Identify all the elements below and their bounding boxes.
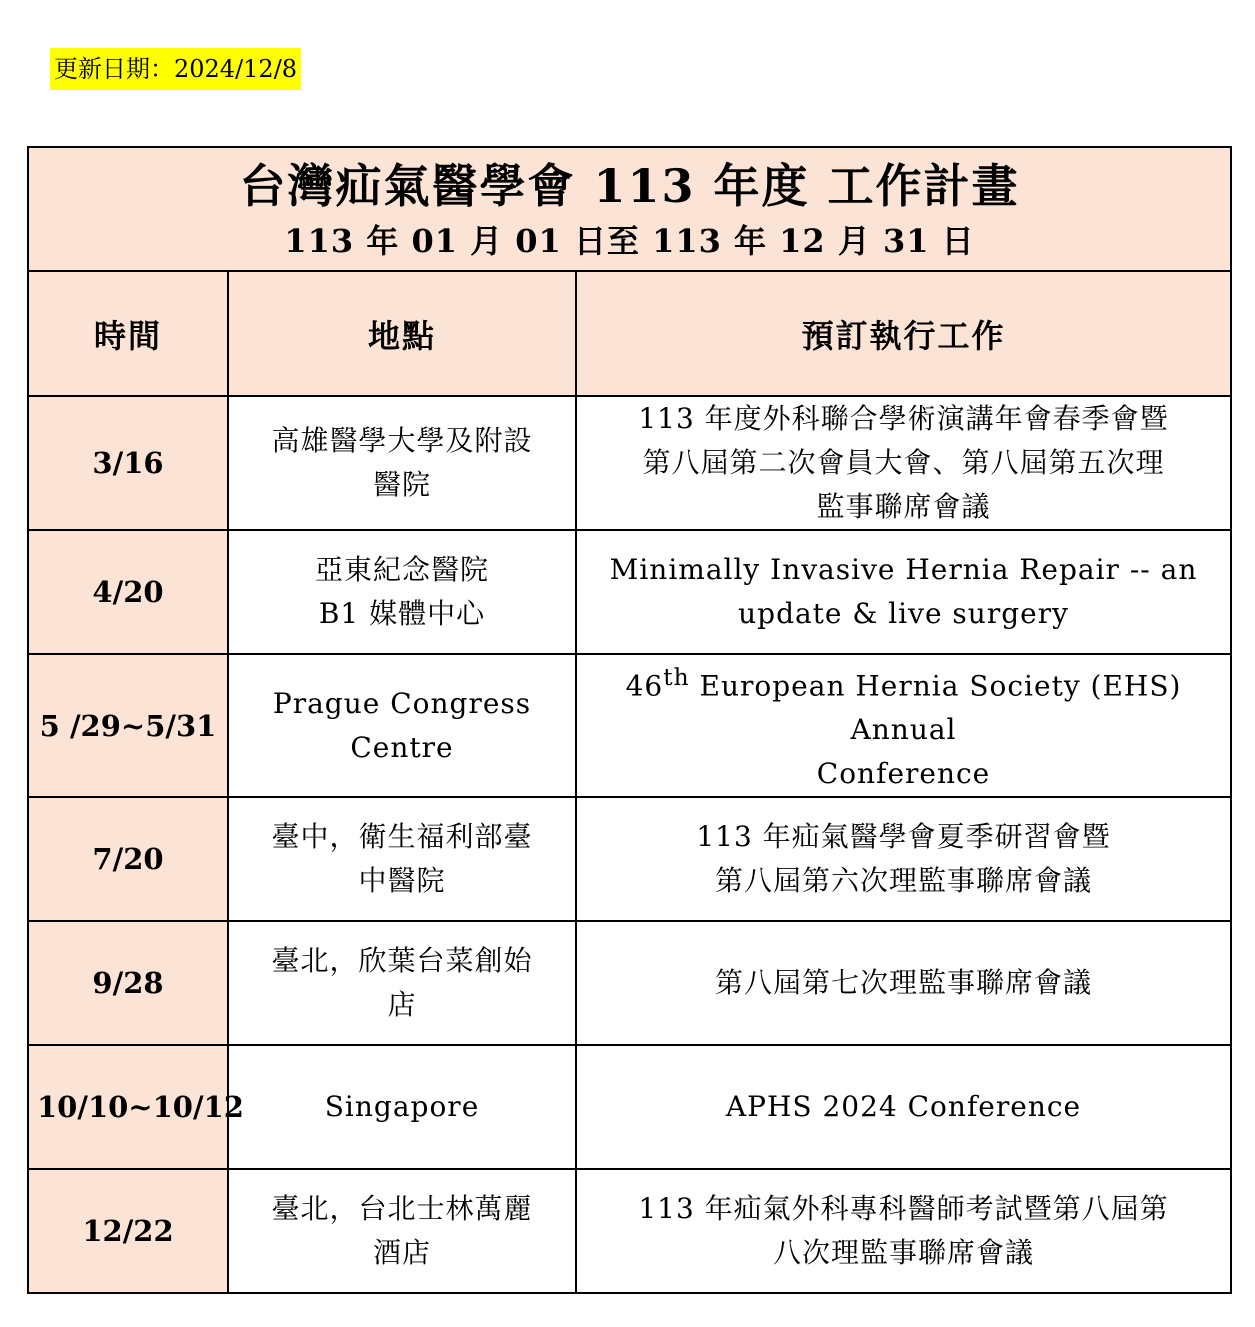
row-work [576,1169,1231,1293]
place-line: Prague Congress [272,686,532,720]
title-row [28,147,1231,271]
table-row [28,1169,1231,1293]
row-work [576,654,1231,797]
header-row [28,271,1231,396]
table-row [28,396,1231,530]
header-work: 預訂執行工作 [576,271,1231,396]
place-line: 醫院 [372,468,431,501]
event-name: European Hernia Society (EHS) Annual [689,669,1182,747]
row-time: 7/20 [28,797,228,921]
work-line: update & live surgery [738,597,1069,630]
work-line: APHS 2024 Conference [725,1090,1082,1124]
row-time: 4/20 [28,530,228,654]
place-line: 高雄醫學大學及附設 [271,424,533,457]
work-line [585,655,1222,752]
title-cell [28,147,1231,271]
work-line: 113 年疝氣醫學會夏季研習會暨 [696,820,1111,854]
row-work [576,1045,1231,1169]
row-work [576,921,1231,1045]
row-time: 3/16 [28,396,228,530]
row-place [228,921,576,1045]
update-date-badge [50,48,301,90]
work-line: 第八屆第七次理監事聯席會議 [715,966,1093,1000]
row-place [228,797,576,921]
row-place [228,654,576,797]
header-time: 時間 [28,271,228,396]
row-work [576,396,1231,530]
work-line: Minimally Invasive Hernia Repair -- an [609,553,1198,586]
row-time: 9/28 [28,921,228,1045]
row-place [228,1169,576,1293]
place-line: Singapore [324,1090,480,1124]
place-line: 臺北，台北士林萬麗 [271,1192,533,1226]
table-row [28,797,1231,921]
work-line: 113 年度外科聯合學術演講年會春季會暨 [638,402,1169,435]
work-plan-table [27,146,1232,1294]
work-line: 第八屆第六次理監事聯席會議 [715,864,1093,898]
row-work [576,797,1231,921]
header-place: 地點 [228,271,576,396]
page-title: 台灣疝氣醫學會 113 年度 工作計畫 [239,159,1020,213]
work-line: Conference [816,757,991,791]
place-line: 店 [387,988,417,1022]
table-row [28,921,1231,1045]
table-row [28,654,1231,797]
row-time: 10/10~10/12 [28,1045,228,1169]
row-work [576,530,1231,654]
ordinal-suffix: th [663,663,690,691]
date-range-subtitle: 113 年 01 月 01 日至 113 年 12 月 31 日 [284,222,975,260]
row-place [228,1045,576,1169]
update-date-value: 2024/12/8 [174,55,298,83]
place-line: 臺北，欣葉台菜創始 [271,944,533,978]
row-place [228,530,576,654]
edition-number: 46 [625,669,664,703]
place-line: B1 媒體中心 [318,597,486,630]
work-line: 八次理監事聯席會議 [773,1236,1035,1270]
table-row [28,530,1231,654]
work-line: 113 年疝氣外科專科醫師考試暨第八屆第 [638,1192,1169,1226]
place-line: Centre [350,730,454,764]
row-place [228,396,576,530]
update-date-label: 更新日期： [54,55,174,83]
place-line: 臺中，衛生福利部臺 [271,820,533,854]
place-line: 中醫院 [358,864,446,898]
work-line: 第八屆第二次會員大會、第八屆第五次理 [642,446,1165,479]
place-line: 酒店 [372,1236,431,1270]
table-row [28,1045,1231,1169]
place-line: 亞東紀念醫院 [314,553,489,586]
row-time: 5 /29~5/31 [28,654,228,797]
row-time: 12/22 [28,1169,228,1293]
work-line: 監事聯席會議 [816,490,991,523]
